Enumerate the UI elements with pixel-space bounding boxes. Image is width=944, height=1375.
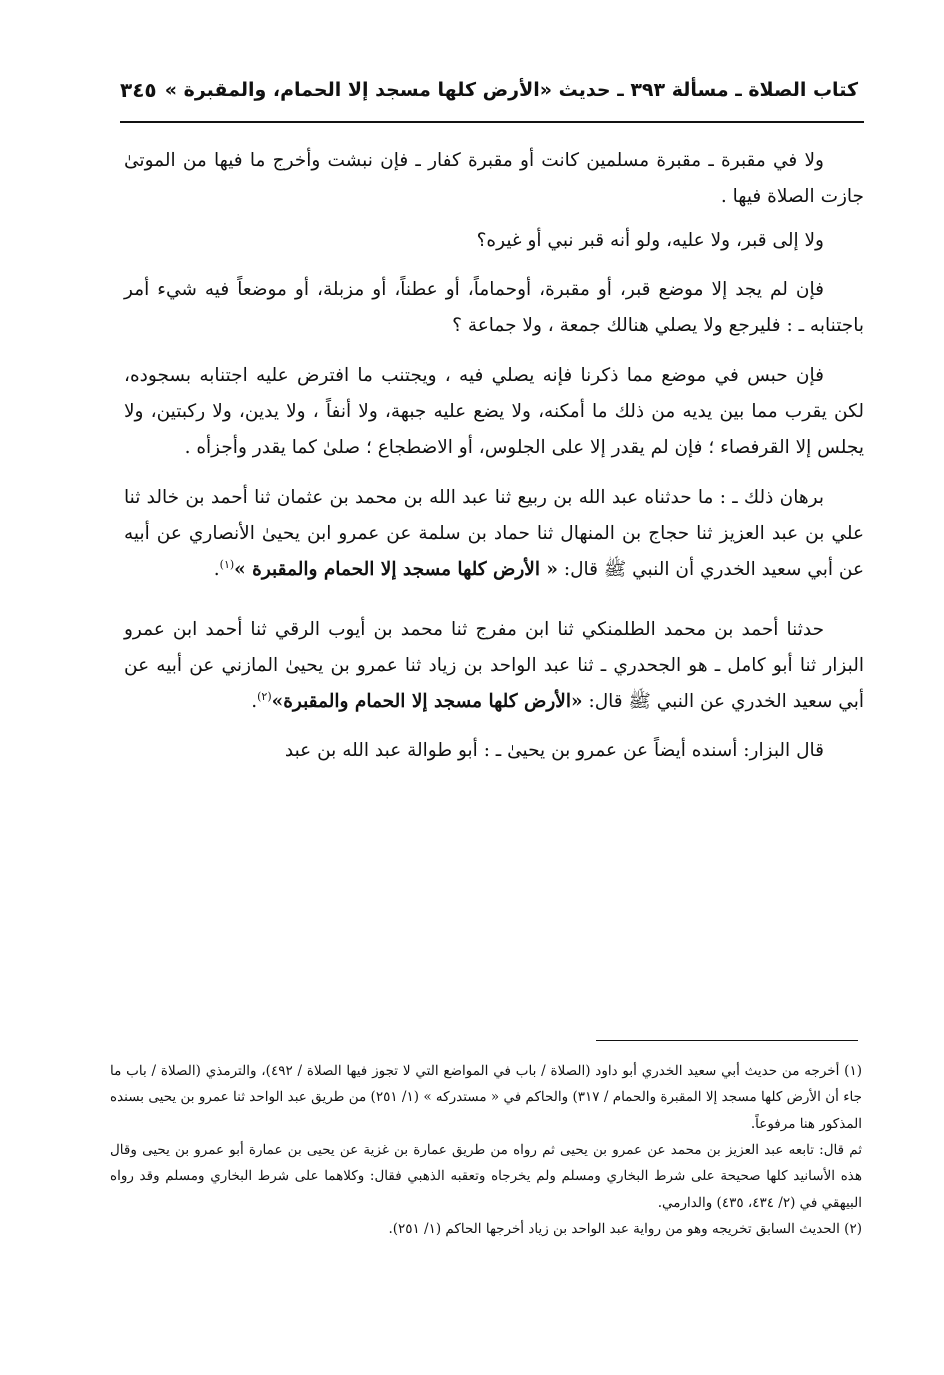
footnote: ثم قال: تابعه عبد العزيز بن محمد عن عمرو بن يحيى ثم رواه من طريق عمارة بن غزية عن يحيى بن عمارة أبو عمرو بن يحيى وقال هذه الأسانيد كلها صحيحة على شرط البخاري ومسلم ولم يخرجاه وتعقبه الذهبي فقال: وكلاهما على شرط البخاري ومسلم وقد رواه البيهقي في (٢/ ٤٣٤، ٤٣٥) والدارمي. <box>110 1141 862 1211</box>
paragraph-text: حدثنا أحمد بن محمد الطلمنكي ثنا ابن مفرج ثنا محمد بن أيوب الرقي ثنا أحمد ابن عمرو البزار ثنا أبو كامل ـ هو الجحدري ـ ثنا عبد الواحد بن زياد ثنا عمرو بن يحيىٰ المازني عن أبيه عن أبي سعيد الخدري عن النبي ﷺ قال: <box>124 618 864 712</box>
header-title: كتاب الصلاة ـ مسألة ٣٩٣ ـ حديث «الأرض كلها مسجد إلا الحمام، والمقبرة » <box>164 79 858 101</box>
paragraph-text: برهان ذلك ـ : ما حدثناه عبد الله بن ربيع ثنا عبد الله بن محمد بن عثمان ثنا أحمد بن خالد ثنا علي بن عبد العزيز ثنا حجاج بن المنهال ثنا حماد بن سلمة عن عمرو ابن يحيىٰ الأنصاري عن أبيه عن أبي سعيد الخدري أن النبي ﷺ قال: <box>124 486 864 580</box>
footnotes <box>110 1058 862 1242</box>
paragraph: قال البزار: أسنده أيضاً عن عمرو بن يحيىٰ ـ : أبو طوالة عبد الله بن عبد <box>284 739 824 761</box>
header-divider <box>120 121 864 123</box>
paragraph <box>124 480 864 588</box>
paragraph-end: . <box>251 690 258 712</box>
hadith-quote: «الأرض كلها مسجد إلا الحمام والمقبرة» <box>271 690 583 712</box>
footnote: (٢) الحديث السابق تخريجه وهو من رواية عبد الواحد بن زياد أخرجها الحاكم (١/ ٢٥١). <box>388 1220 862 1237</box>
paragraph: ولا في مقبرة ـ مقبرة مسلمين كانت أو مقبرة كفار ـ فإن نبشت وأخرج ما فيها من الموتىٰ جازت الصلاة فيها . <box>124 150 864 208</box>
main-text <box>124 143 864 782</box>
hadith-quote: « الأرض كلها مسجد إلا الحمام والمقبرة » <box>234 558 558 580</box>
paragraph-end: . <box>213 558 220 580</box>
paragraph: ولا إلى قبر، ولا عليه، ولو أنه قبر نبي أو غيره؟ <box>476 230 824 252</box>
footnote-divider <box>596 1040 858 1041</box>
running-header <box>70 68 858 112</box>
footnote: (١) أخرجه من حديث أبي سعيد الخدري أبو داود (الصلاة / باب في المواضع التي لا تجوز فيها الصلاة / ٤٩٢)، والترمذي (الصلاة / باب ما جاء أن الأرض كلها مسجد إلا المقبرة والحمام / ٣١٧) والحاكم في « مستدركه » (١/ ٢٥١) من طريق عبد الواحد ثنا عمرو بن يحيى بسنده المذكور هنا مرفوعاً. <box>110 1063 863 1132</box>
paragraph: فإن حبس في موضع مما ذكرنا فإنه يصلي فيه ، ويجتنب ما افترض عليه اجتنابه بسجوده، لكن يقرب مما بين يديه من ذلك ما أمكنه، ولا يضع عليه جبهة، ولا أنفاً ، ولا يدين، ولا ركبتين، ولا يجلس إلا القرفصاء ؛ فإن لم يقدر إلا على الجلوس، أو الاضطجاع ؛ صلىٰ كما يقدر وأجزأه . <box>124 365 864 459</box>
footnote-ref[interactable]: (٢) <box>257 689 272 703</box>
paragraph: فإن لم يجد إلا موضع قبر، أو مقبرة، أوحماماً، أو عطناً، أو مزبلة، أو موضعاً فيه شيء أمر باجتنابه ـ : فليرجع ولا يصلي هنالك جمعة ، ولا جماعة ؟ <box>124 279 864 337</box>
paragraph <box>124 612 864 720</box>
page-number: ٣٤٥ <box>120 78 157 102</box>
footnote-ref[interactable]: (١) <box>219 557 235 571</box>
